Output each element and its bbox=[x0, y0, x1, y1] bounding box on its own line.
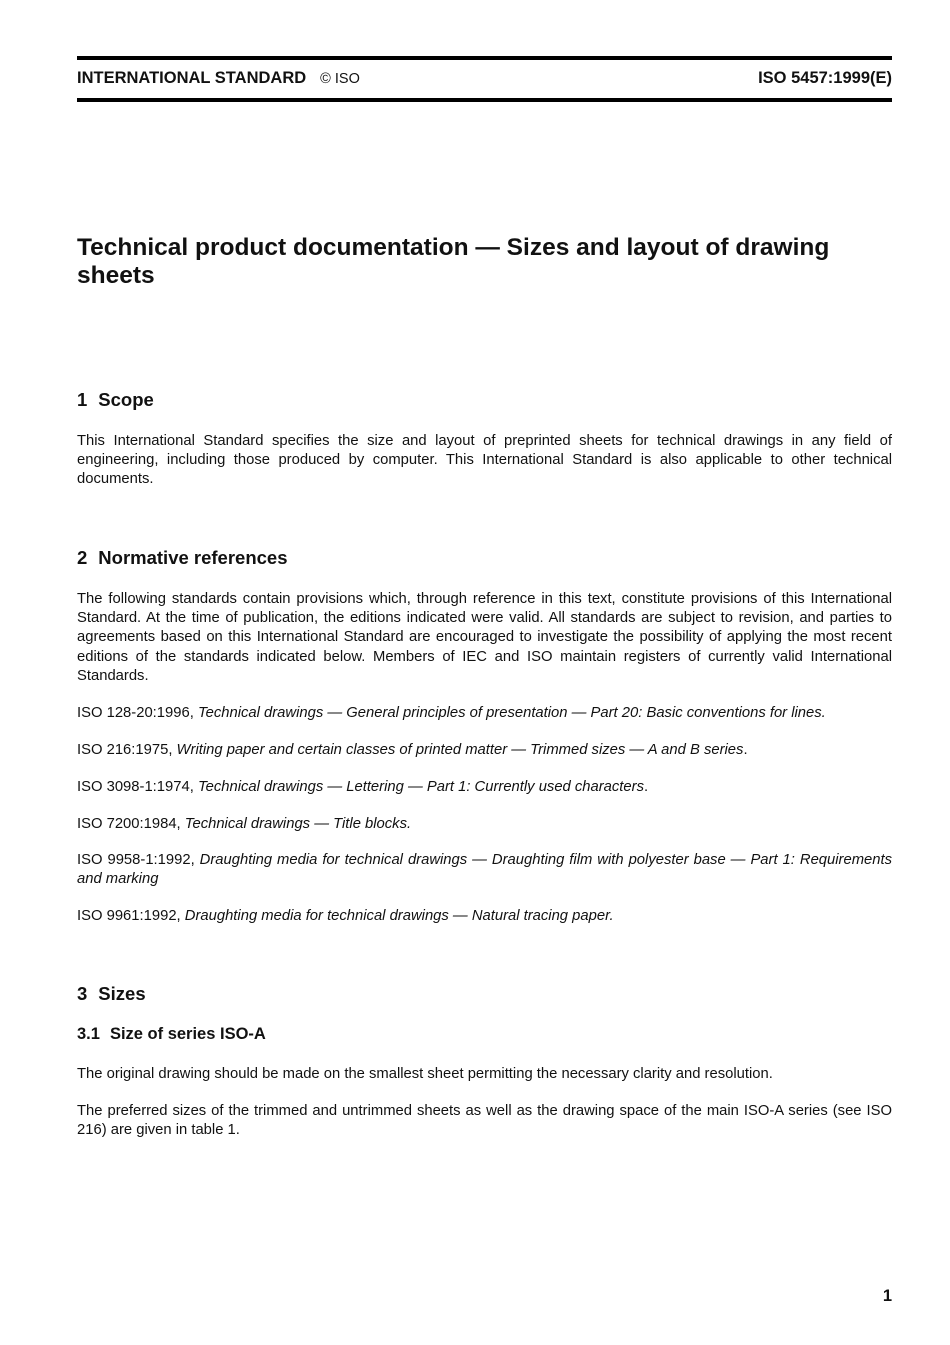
copyright-notice: © ISO bbox=[320, 71, 360, 87]
reference-item bbox=[77, 778, 892, 797]
header-left bbox=[77, 69, 360, 88]
page-number: 1 bbox=[882, 1287, 892, 1305]
reference-tail: . bbox=[743, 742, 748, 758]
reference-title: Draughting media for technical drawings — Natural tracing paper. bbox=[184, 908, 614, 924]
section-title: Normative references bbox=[98, 547, 288, 568]
subsection-heading-iso-a bbox=[77, 1024, 266, 1044]
section-number: 3 bbox=[77, 983, 88, 1004]
reference-item bbox=[77, 907, 892, 926]
reference-title: Draughting media for technical drawings — Draughting film with polyester base — Part 1: Requirements and marking bbox=[77, 852, 892, 888]
scope-paragraph: This International Standard specifies the size and layout of preprinted sheets for technical drawings in any field of engineering, including those produced by computer. This International Standard is also applicable to other technical documents. bbox=[77, 433, 892, 488]
document-page bbox=[77, 0, 892, 1345]
header-bottom-rule bbox=[77, 98, 892, 102]
standard-reference: ISO 5457:1999(E) bbox=[758, 69, 892, 87]
reference-code: ISO 128-20:1996, bbox=[77, 705, 198, 721]
reference-item bbox=[77, 815, 892, 834]
reference-item bbox=[77, 741, 892, 760]
section-title: Scope bbox=[98, 389, 154, 410]
standard-label: INTERNATIONAL STANDARD bbox=[77, 69, 307, 87]
reference-title: Technical drawings — General principles of presentation — Part 20: Basic conventions for lines. bbox=[197, 705, 826, 721]
reference-code: ISO 9961:1992, bbox=[77, 908, 185, 924]
reference-tail: . bbox=[643, 779, 649, 795]
reference-code: ISO 216:1975, bbox=[77, 742, 177, 758]
reference-title: Writing paper and certain classes of printed matter — Trimmed sizes — A and B series bbox=[176, 742, 744, 758]
reference-title: Technical drawings — Title blocks. bbox=[184, 816, 412, 832]
section-heading-normative-references bbox=[77, 547, 288, 569]
reference-code: ISO 9958-1:1992, bbox=[77, 852, 200, 868]
section-number: 1 bbox=[77, 389, 88, 410]
reference-title: Technical drawings — Lettering — Part 1: Currently used characters bbox=[197, 779, 644, 795]
reference-item bbox=[77, 851, 892, 889]
section-heading-scope bbox=[77, 389, 154, 411]
sizes-paragraph-2: The preferred sizes of the trimmed and untrimmed sheets as well as the drawing space of the main ISO-A series (see ISO 216) are given in table 1. bbox=[77, 1103, 892, 1139]
subsection-title: Size of series ISO-A bbox=[109, 1025, 266, 1043]
reference-code: ISO 3098-1:1974, bbox=[77, 779, 198, 795]
reference-item bbox=[77, 704, 892, 723]
document-title: Technical product documentation — Sizes and layout of drawing sheets bbox=[77, 234, 830, 289]
subsection-number: 3.1 bbox=[77, 1025, 100, 1043]
normative-intro-paragraph: The following standards contain provisions which, through reference in this text, constitute provisions of this International Standard. At the time of publication, the editions indicated were valid. All standards are subject to revision, and parties to agreements based on this International Standard are encouraged to investigate the possibility of applying the most recent editions of the standards indicated below. Members of IEC and ISO maintain registers of currently valid International Standards. bbox=[77, 591, 892, 684]
section-title: Sizes bbox=[98, 983, 146, 1004]
sizes-paragraph-1: The original drawing should be made on the smallest sheet permitting the necessary clarity and resolution. bbox=[77, 1066, 773, 1082]
page-header bbox=[77, 69, 892, 91]
reference-code: ISO 7200:1984, bbox=[77, 816, 185, 832]
section-heading-sizes bbox=[77, 983, 146, 1005]
section-number: 2 bbox=[77, 547, 88, 568]
header-top-rule bbox=[77, 56, 892, 60]
